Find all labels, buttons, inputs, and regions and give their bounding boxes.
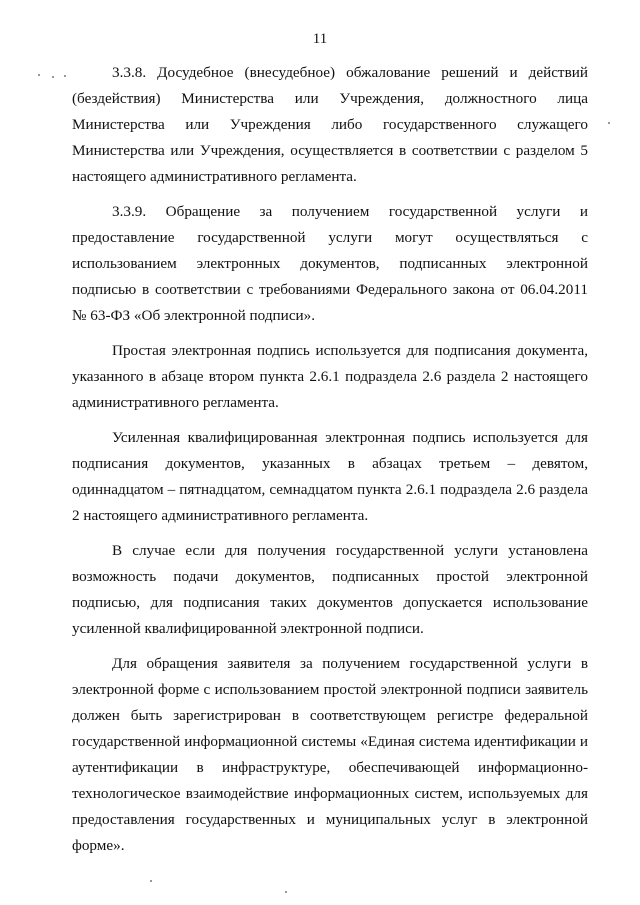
paragraph-3-3-9: 3.3.9. Обращение за получением государственной услуги и предоставление государственной услуги могут осуществляться с использованием электронных документов, подписанных электронной подписью в соответствии с требованиями Федерального закона от 06.04.2011 № 63-ФЗ «Об электронной подписи». — [72, 203, 588, 324]
paragraph-qualified-signature: Усиленная квалифицированная электронная подпись используется для подписания документов, указанных в абзацах третьем – девятом, одиннадцатом – пятнадцатом, семнадцатом пункта 2.6.1 подраздела 2.6 раздела 2 настоящего административного регламента. — [72, 429, 588, 524]
paragraph-esia-registration: Для обращения заявителя за получением государственной услуги в электронной форме с использованием простой электронной подписи заявитель должен быть зарегистрирован в соответствующем регистре федеральной государственной информационной системы «Единая система идентификации и аутентификации в инфраструктуре, обеспечивающей информационно-технологическое взаимодействие информационных систем, используемых для предоставления государственных и муниципальных услуг в электронной форме». — [72, 655, 588, 854]
document-body — [72, 60, 588, 859]
scan-speck — [38, 74, 40, 76]
scan-speck — [150, 880, 152, 882]
scan-speck — [64, 75, 66, 77]
page-number: 11 — [312, 31, 328, 47]
scan-speck — [608, 122, 610, 124]
paragraph-simple-signature-docs: В случае если для получения государственной услуги установлена возможность подачи документов, подписанных простой электронной подписью, для подписания таких документов допускается использование усиленной квалифицированной электронной подписи. — [72, 542, 588, 637]
paragraph-simple-signature: Простая электронная подпись используется для подписания документа, указанного в абзаце втором пункта 2.6.1 подраздела 2.6 раздела 2 настоящего административного регламента. — [72, 342, 588, 411]
scan-speck — [285, 891, 287, 893]
scan-speck — [52, 76, 54, 78]
paragraph-3-3-8: 3.3.8. Досудебное (внесудебное) обжалование решений и действий (бездействия) Министерства или Учреждения, должностного лица Министерства или Учреждения либо государственного служащего Министерства или Учреждения, осуществляется в соответствии с разделом 5 настоящего административного регламента. — [72, 64, 588, 185]
